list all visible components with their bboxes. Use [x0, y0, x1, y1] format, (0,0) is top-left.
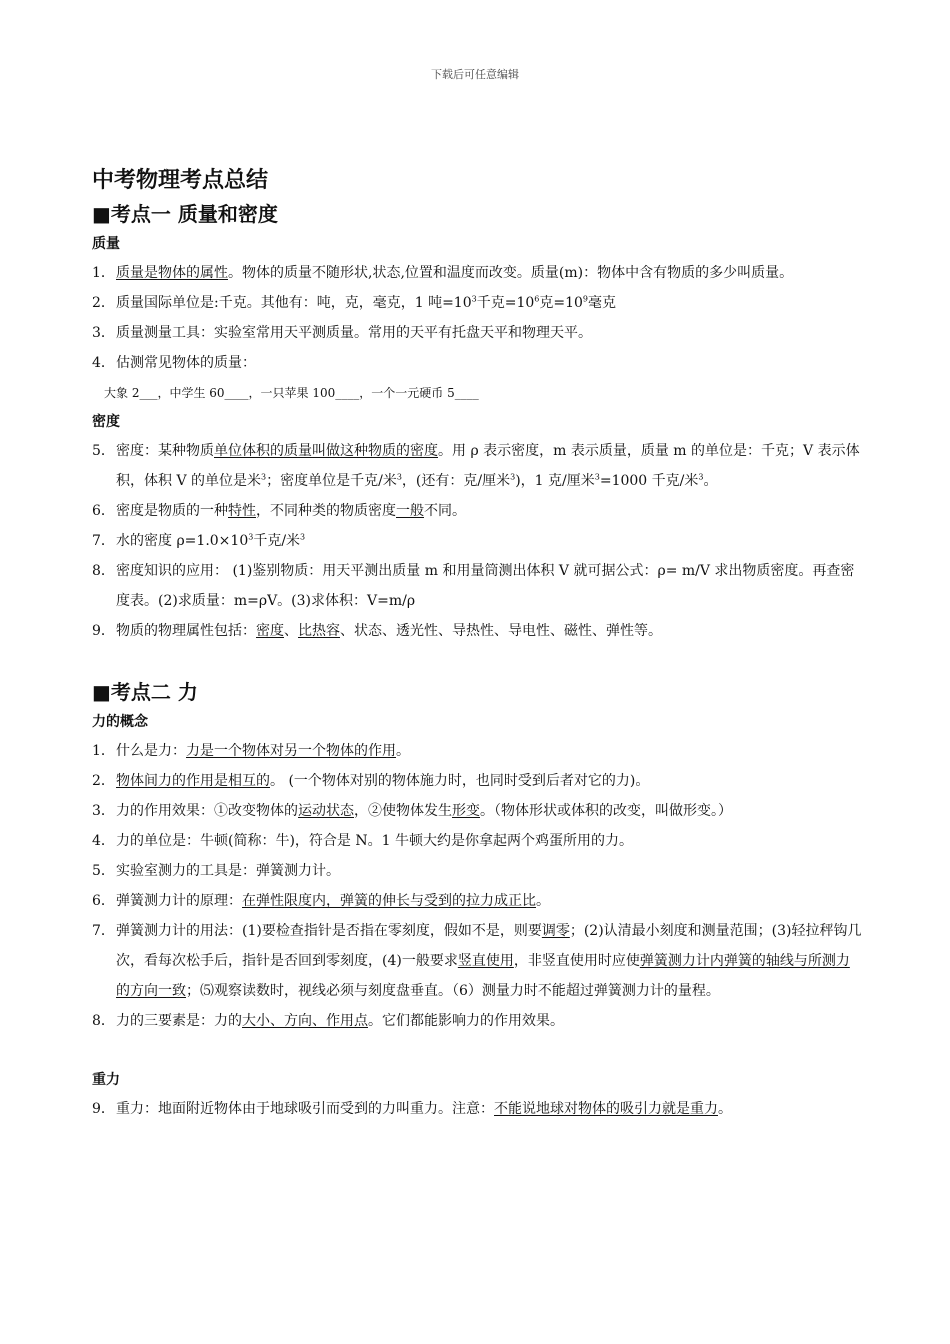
item-text: 什么是力： [116, 743, 186, 759]
item-text: 质量国际单位是:千克。其他有：吨，克，毫克，1 吨=10 [116, 295, 472, 311]
item-number: 9． [92, 623, 115, 639]
item-text: ，非竖直使用时应使 [513, 953, 640, 969]
list-item [92, 288, 862, 318]
item-text: 。 [703, 473, 718, 489]
item-number: 5． [92, 443, 115, 459]
item-text: 水的密度 ρ=1.0×10 [116, 533, 249, 549]
item-text: ，②使物体发生 [354, 803, 452, 819]
item-text: 弹簧测力计的原理： [116, 893, 242, 909]
item-text: 。（物体形状或体积的改变，叫做形变。） [480, 803, 732, 819]
item-text: 克=10 [539, 295, 583, 311]
list-item [92, 526, 862, 556]
list-item [92, 916, 862, 1006]
underlined-text: 比热容 [298, 623, 340, 639]
list-item [92, 796, 862, 826]
underlined-text: 单位体积的质量叫做这种物质的密度 [214, 443, 438, 459]
item-text: 。 [718, 1101, 732, 1117]
item-number: 2． [92, 773, 115, 789]
item-number: 8． [92, 563, 115, 579]
item-text: 密度：某种物质 [116, 443, 214, 459]
item-text: 不同。 [424, 503, 466, 519]
superscript: 6 [534, 294, 540, 304]
subheading-density: 密度 [92, 414, 120, 430]
item-number: 1． [92, 743, 115, 759]
item-text: 。物体的质量不随形状,状态,位置和温度而改变。质量(m)：物体中含有物质的多少叫质量。 [228, 265, 794, 281]
item-text: 千克/米 [253, 533, 301, 549]
list-item [92, 826, 862, 856]
item-number: 7． [92, 923, 115, 939]
item-number: 9． [92, 1101, 115, 1117]
superscript: 3 [261, 472, 267, 482]
list-item [92, 258, 862, 288]
item-text: 。 [396, 743, 410, 759]
spacer [92, 1036, 862, 1066]
list-item [92, 886, 862, 916]
item-number: 6． [92, 893, 115, 909]
item-number: 4． [92, 833, 115, 849]
item-text: 估测常见物体的质量： [116, 355, 256, 371]
superscript: 3 [248, 532, 254, 542]
list-item [92, 436, 862, 496]
item-text: ；⑸观察读数时，视线必须与刻度盘垂直。（6）测量力时不能超过弹簧测力计的量程。 [186, 983, 720, 999]
underlined-text: 物体间力的作用是相互的 [116, 773, 270, 789]
underlined-text: 在弹性限度内，弹簧的伸长与受到的拉力成正比 [242, 893, 536, 909]
item-number: 2． [92, 295, 115, 311]
item-text: 力的三要素是：力的 [116, 1013, 242, 1029]
subheading-mass: 质量 [92, 236, 120, 252]
item-text: 实验室测力的工具是：弹簧测力计。 [116, 863, 340, 879]
item-number: 1． [92, 265, 115, 281]
subheading-gravity: 重力 [92, 1072, 120, 1088]
item-text: 质量测量工具：实验室常用天平测质量。常用的天平有托盘天平和物理天平。 [116, 325, 592, 341]
item-text: 。 [536, 893, 550, 909]
item-number: 4． [92, 355, 115, 371]
list-item [92, 736, 862, 766]
superscript: 3 [594, 472, 600, 482]
list-item [92, 1006, 862, 1036]
underlined-text: 竖直使用 [457, 953, 514, 969]
list-item [92, 766, 862, 796]
item-text: 物质的物理属性包括： [116, 623, 256, 639]
item-text: ，不同种类的物质密度 [256, 503, 396, 519]
item-text: 密度知识的应用： (1)鉴别物质：用天平测出质量 m 和用量筒测出体积 V 就可据公式：ρ= m/V 求出物质密度。再查密度表。(2)求质量：m=ρV。(3)求体积：V=m/ρ [116, 563, 855, 609]
item-text: 密度是物质的一种 [116, 503, 228, 519]
superscript: 3 [396, 472, 402, 482]
item-number: 8． [92, 1013, 115, 1029]
list-item [92, 348, 862, 378]
item-text: 千克=10 [476, 295, 535, 311]
item-text: ；密度单位是千克/米 [266, 473, 397, 489]
list-item [92, 616, 862, 646]
list-item [92, 318, 862, 348]
item-text: 。用 ρ 表示密度，m 表示质量，质量 m 的单位是：千克；V 表示体积，体积 V 的单位是米 [116, 443, 860, 489]
item-number: 5． [92, 863, 115, 879]
page-header: 下载后可任意编辑 [431, 68, 519, 81]
section-heading-force: ■考点二 力 [92, 680, 198, 704]
underlined-text: 运动状态 [298, 803, 354, 819]
document-body [92, 164, 862, 1124]
underlined-text: 质量是物体的属性 [116, 265, 228, 281]
item-text: 弹簧测力计的用法：(1)要检查指针是否指在零刻度，假如不是，则要 [116, 923, 542, 939]
superscript: 3 [300, 532, 306, 542]
item-number: 3． [92, 803, 115, 819]
item-text: ；(2)认清最小刻度和测量范围；(3)轻拉秤钩几次，看每次松手后，指针是否回到零刻度，(4)一般要求 [116, 923, 862, 969]
list-item [92, 1094, 862, 1124]
superscript: 3 [510, 472, 516, 482]
underlined-text: 不能说地球对物体的吸引力就是重力 [494, 1101, 718, 1117]
item-text: 。 (一个物体对别的物体施力时，也同时受到后者对它的力)。 [270, 773, 650, 789]
item-text: 毫克 [588, 295, 616, 311]
underlined-text: 形变 [452, 803, 480, 819]
underlined-text: 一般 [396, 503, 424, 519]
item-text: 力的单位是：牛顿(简称：牛)，符合是 N。1 牛顿大约是你拿起两个鸡蛋所用的力。 [116, 833, 633, 849]
item-text: 、状态、透光性、导热性、导电性、磁性、弹性等。 [340, 623, 662, 639]
item-text: 力的作用效果：①改变物体的 [116, 803, 298, 819]
underlined-text: 密度 [256, 623, 284, 639]
item-number: 6． [92, 503, 115, 519]
underlined-text: 大小、方向、作用点 [242, 1013, 368, 1029]
superscript: 9 [582, 294, 588, 304]
item-number: 3． [92, 325, 115, 341]
list-item [92, 556, 862, 616]
underlined-text: 调零 [541, 923, 570, 939]
item-text: )，1 克/厘米 [515, 473, 595, 489]
estimation-line: 大象 2___，中学生 60____，一只苹果 100____，一个一元硬币 5____ [104, 386, 479, 400]
document-title: 中考物理考点总结 [92, 168, 269, 193]
spacer [92, 646, 862, 676]
superscript: 3 [698, 472, 704, 482]
item-text: =1000 千克/米 [599, 473, 699, 489]
item-number: 7． [92, 533, 115, 549]
item-text: ，(还有：克/厘米 [401, 473, 511, 489]
item-text: 。它们都能影响力的作用效果。 [368, 1013, 564, 1029]
underlined-text: 弹簧测力计内弹簧的轴线与所测力的方向一致 [116, 953, 850, 999]
list-item [92, 496, 862, 526]
superscript: 3 [471, 294, 477, 304]
subheading-force-concept: 力的概念 [92, 714, 148, 730]
section-heading-mass-density: ■考点一 质量和密度 [92, 202, 278, 226]
underlined-text: 特性 [228, 503, 256, 519]
item-text: 、 [284, 623, 298, 639]
item-text: 重力：地面附近物体由于地球吸引而受到的力叫重力。注意： [116, 1101, 494, 1117]
underlined-text: 力是一个物体对另一个物体的作用 [186, 743, 396, 759]
list-item [92, 856, 862, 886]
